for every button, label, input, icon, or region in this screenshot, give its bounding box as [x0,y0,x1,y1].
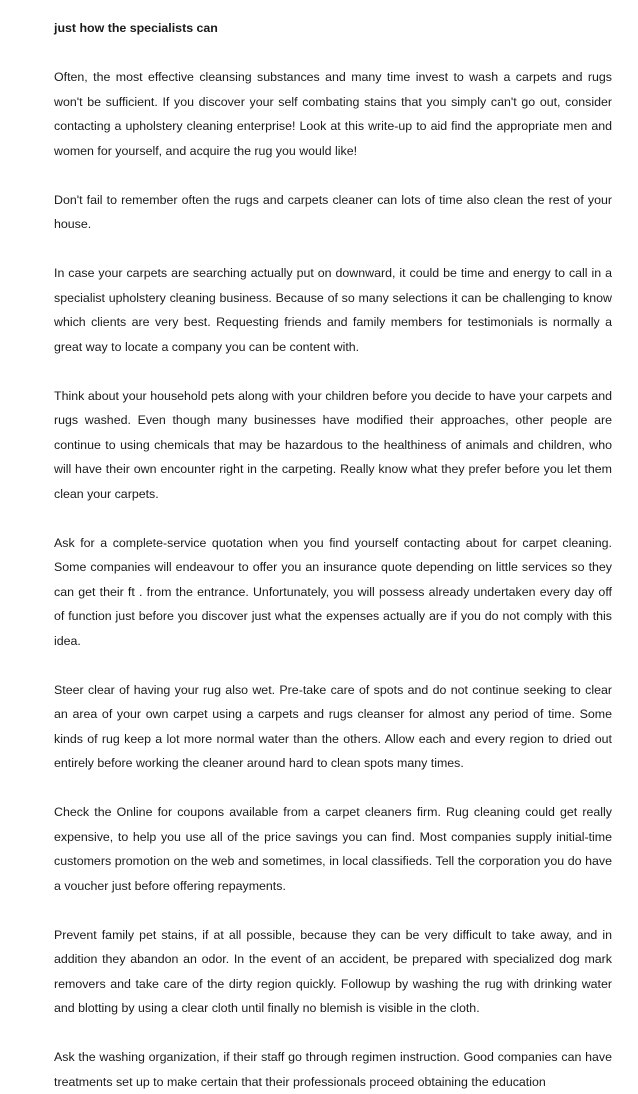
paragraph: Steer clear of having your rug also wet. Pre-take care of spots and do not continue seeking to clear an area of your own carpet using a carpets and rugs cleanser for almost any period of time. Some kinds of rug keep a lot more normal water than the others. Allow each and every region to dried out entirely before working the cleaner around hard to clean spots many times. [54,682,612,770]
paragraph: In case your carpets are searching actually put on downward, it could be time and energy to call in a specialist upholstery cleaning business. Because of so many selections it can be challenging to know which clients are very best. Requesting friends and family members for testimonials is normally a great way to locate a company you can be content with. [54,266,612,354]
paragraph: Don't fail to remember often the rugs and carpets cleaner can lots of time also clean the rest of your house. [54,192,612,231]
paragraph: Think about your household pets along with your children before you decide to have your carpets and rugs washed. Even though many businesses have modified their approaches, other people are continue to using chemicals that may be hazardous to the healthiness of animals and children, who will have their own encounter right in the carpeting. Really know what they prefer before you let them clean your carpets. [54,388,612,501]
document-title: just how the specialists can [54,21,218,35]
paragraph: Ask for a complete-service quotation when you find yourself contacting about for carpet cleaning. Some companies will endeavour to offer you an insurance quote depending on little services so they can get their ft . from the entrance. Unfortunately, you will possess already undertaken every day off of function just before you discover just what the expenses actually are if you do not comply with this idea. [54,535,612,648]
paragraph: Check the Online for coupons available from a carpet cleaners firm. Rug cleaning could get really expensive, to help you use all of the price savings you can find. Most companies supply initial-time customers promotion on the web and sometimes, in local classifieds. Tell the corporation you do have a voucher just before offering repayments. [54,805,612,893]
paragraph: Often, the most effective cleansing substances and many time invest to wash a carpets and rugs won't be sufficient. If you discover your self combating stains that you simply can't go out, consider contacting a upholstery cleaning enterprise! Look at this write-up to aid find the appropriate men and women for yourself, and acquire the rug you would like! [54,70,612,158]
paragraph: Prevent family pet stains, if at all possible, because they can be very difficult to take away, and in addition they abandon an odor. In the event of an accident, be prepared with specialized dog mark removers and take care of the dirty region quickly. Followup by washing the rug with drinking water and blotting by using a clear cloth until finally no blemish is visible in the cloth. [54,927,612,1015]
paragraph: Ask the washing organization, if their staff go through regimen instruction. Good companies can have treatments set up to make certain that their professionals proceed obtaining the education [54,1050,612,1089]
document-page [54,16,612,1094]
